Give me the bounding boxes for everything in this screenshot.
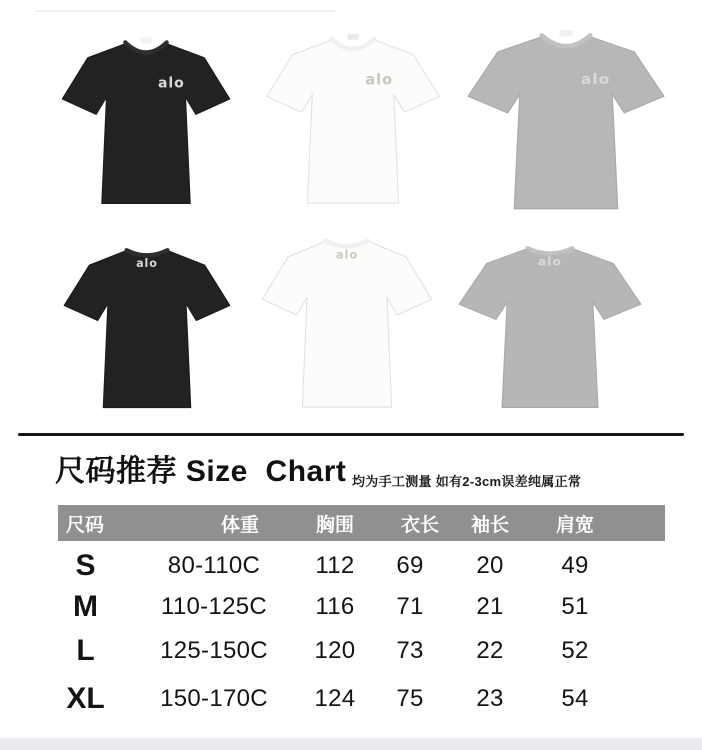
weight-value: 80-110C (167, 551, 261, 579)
neck-tag (559, 30, 572, 36)
collar-band (326, 241, 368, 246)
shoulder-value: 52 (561, 637, 589, 664)
size-table-header (58, 505, 665, 541)
chest-value: 112 (315, 551, 355, 579)
collar-band (528, 248, 573, 253)
chest-value: 124 (314, 684, 356, 712)
size-row-l (58, 628, 665, 674)
tshirt-body-shape (62, 43, 229, 203)
alo-logo-icon: alo (157, 75, 185, 92)
size-label: L (76, 634, 95, 667)
tshirt-gray-front (456, 22, 676, 218)
length-value: 69 (396, 551, 424, 579)
tshirt-illustration (456, 22, 676, 218)
measurement-note: 均为手工测量 如有2-3cm误差纯属正常 (352, 474, 582, 489)
size-table (58, 505, 665, 723)
col-header-length: 衣长 (400, 514, 439, 536)
size-chart-title: 尺码推荐 Size Chart (55, 455, 347, 488)
tshirt-body-shape (459, 248, 641, 407)
tshirt-illustration (52, 30, 240, 212)
size-label: XL (66, 681, 105, 715)
size-row-m (58, 586, 665, 628)
col-header-chest: 胸围 (315, 514, 354, 536)
size-row-xl (58, 674, 665, 723)
length-value: 71 (396, 593, 424, 620)
weight-value: 125-150C (160, 637, 268, 664)
weight-value: 110-125C (160, 593, 268, 620)
chest-value: 116 (315, 593, 355, 620)
tshirt-body-shape (468, 36, 664, 208)
tshirt-gray-back (448, 236, 652, 416)
tshirt-body-shape (267, 40, 440, 203)
tshirt-white-back (252, 228, 442, 416)
col-header-sleeve: 袖长 (470, 514, 509, 536)
section-divider (18, 433, 684, 436)
sleeve-value: 20 (476, 551, 504, 579)
length-value: 75 (396, 684, 424, 712)
alo-logo-icon: alo (365, 71, 394, 89)
shoulder-value: 54 (561, 684, 589, 712)
neck-tag (347, 34, 359, 40)
bottom-strip (0, 738, 702, 750)
tshirt-black-front (52, 30, 240, 212)
sleeve-value: 22 (476, 637, 504, 664)
alo-logo-icon: alo (335, 247, 359, 262)
shoulder-value: 49 (561, 551, 589, 579)
alo-logo-icon: alo (580, 70, 611, 88)
neck-tag (140, 38, 151, 44)
top-faint-line (35, 10, 335, 12)
tshirt-body-shape (262, 241, 431, 407)
size-label: S (75, 548, 96, 582)
tshirt-illustration (54, 238, 240, 416)
col-header-shoulder: 肩宽 (555, 514, 594, 536)
collar-band (127, 250, 168, 255)
tshirt-illustration (256, 26, 450, 212)
length-value: 73 (396, 637, 424, 664)
weight-value: 150-170C (160, 684, 268, 712)
size-label: M (73, 590, 98, 623)
tshirt-black-back (54, 238, 240, 416)
alo-logo-icon: alo (538, 254, 562, 269)
shoulder-value: 51 (561, 593, 589, 620)
sleeve-value: 23 (476, 684, 504, 712)
sleeve-value: 21 (476, 593, 504, 620)
chest-value: 120 (314, 637, 356, 664)
tshirt-white-front (256, 26, 450, 212)
tshirt-illustration (252, 228, 442, 416)
tshirt-body-shape (64, 250, 230, 407)
size-row-s (58, 545, 665, 586)
col-header-weight: 体重 (220, 514, 259, 536)
col-header-size: 尺码 (66, 514, 105, 536)
alo-logo-icon: alo (136, 257, 158, 271)
tshirt-illustration (448, 236, 652, 416)
